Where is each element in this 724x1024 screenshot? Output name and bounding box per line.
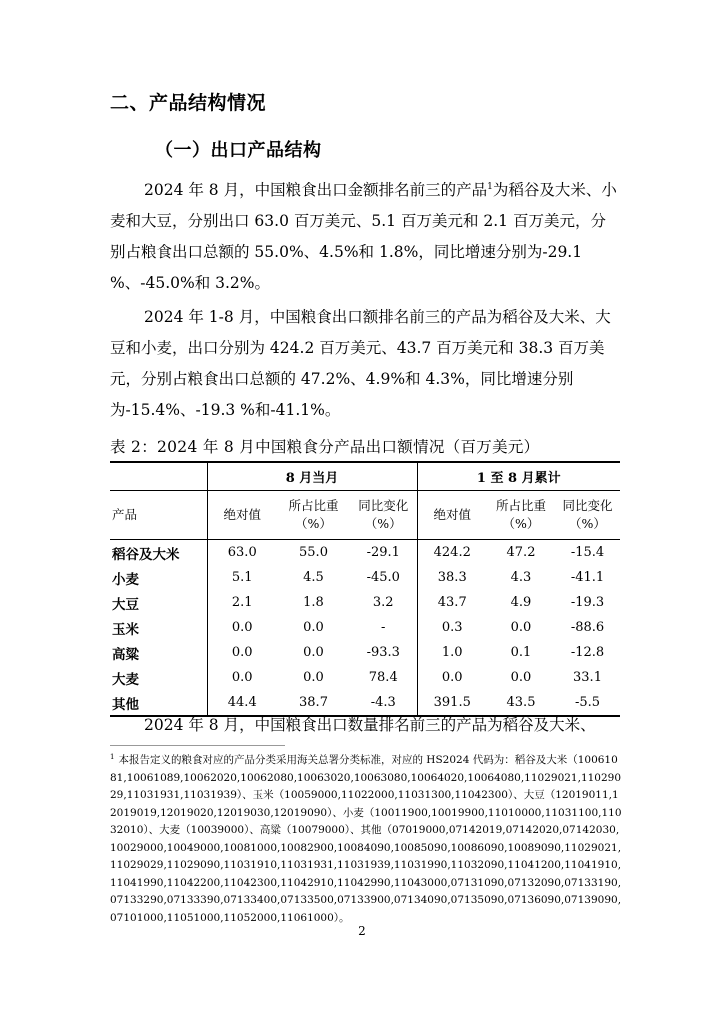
col-month-yoy-l1: 同比变化 <box>358 498 409 513</box>
paragraph-3-text: 2024 年 8 月，中国粮食出口数量排名前三的产品为稻谷及大米、 <box>144 716 596 734</box>
col-cum-abs: 绝对值 <box>417 491 487 540</box>
cell-month-abs: 63.0 <box>207 540 277 566</box>
cell-month-abs: 0.0 <box>207 640 277 665</box>
cell-cum-abs: 0.0 <box>417 665 487 690</box>
cell-cum-yoy: -41.1 <box>570 570 605 585</box>
col-product: 产品 <box>110 491 207 540</box>
table-row <box>110 565 620 590</box>
paragraph-2-text: 2024 年 1-8 月，中国粮食出口额排名前三的产品为稻谷及大米、大豆和小麦，出口分别为 424.2 百万美元、43.7 百万美元和 38.3 百万美元，分别占粮食出口总额的 47.2%、4.9%和 4.3%，同比增速分别为-15.4%、-19.3 %和-41.1%。 <box>110 308 611 419</box>
cell-month-abs: 44.4 <box>207 690 277 716</box>
cell-month-share: 4.5 <box>303 570 324 585</box>
paragraph-2 <box>110 302 620 426</box>
cell-cum-yoy: -15.4 <box>570 545 605 560</box>
cell-cum-abs: 38.3 <box>417 565 487 590</box>
table-row <box>110 640 620 665</box>
col-month-share-l1: 所占比重 <box>288 498 339 513</box>
table-row <box>110 615 620 640</box>
cell-cum-abs: 1.0 <box>417 640 487 665</box>
table-column-header <box>110 491 620 540</box>
cell-cum-yoy: 33.1 <box>573 670 602 685</box>
cell-month-abs: 2.1 <box>207 590 277 615</box>
paragraph-3 <box>110 710 620 741</box>
footnote <box>110 752 622 927</box>
cell-product: 其他 <box>110 690 207 716</box>
table-caption: 表 2：2024 年 8 月中国粮食分产品出口额情况（百万美元） <box>110 438 540 456</box>
table-row <box>110 590 620 615</box>
col-month-abs: 绝对值 <box>207 491 277 540</box>
cell-cum-yoy: -5.5 <box>555 690 620 716</box>
group-month: 8 月当月 <box>207 462 417 491</box>
cell-month-share: 55.0 <box>299 545 328 560</box>
cell-cum-share: 4.3 <box>510 570 532 585</box>
group-cumulative: 1 至 8 月累计 <box>417 462 620 491</box>
cell-month-abs: 0.0 <box>207 615 277 640</box>
group-header-empty <box>110 462 207 491</box>
cell-month-yoy: -93.3 <box>366 645 400 660</box>
cell-product: 玉米 <box>112 621 139 638</box>
cell-cum-share: 0.1 <box>510 645 532 660</box>
cell-cum-share: 47.2 <box>506 545 536 560</box>
cell-cum-share: 43.5 <box>487 690 555 716</box>
cell-month-share: 38.7 <box>277 690 350 716</box>
cell-product: 小麦 <box>112 571 139 588</box>
cell-cum-abs: 391.5 <box>417 690 487 716</box>
cell-product: 大豆 <box>112 596 139 613</box>
cell-month-yoy: 3.2 <box>372 595 394 610</box>
cell-cum-share: 0.0 <box>510 620 532 635</box>
col-cum-share <box>487 491 555 540</box>
cell-month-abs: 5.1 <box>207 565 277 590</box>
page-number: 2 <box>358 924 366 938</box>
cell-month-yoy: - <box>381 620 386 635</box>
table-row <box>110 540 620 566</box>
cell-cum-abs: 43.7 <box>417 590 487 615</box>
col-cum-share-l1: 所占比重 <box>495 498 546 513</box>
col-cum-yoy-l1: 同比变化 <box>562 498 613 513</box>
col-month-yoy <box>350 491 417 540</box>
cell-month-yoy: -45.0 <box>366 570 400 585</box>
table-group-header <box>110 462 620 491</box>
paragraph-1 <box>110 175 620 299</box>
cell-cum-share: 0.0 <box>510 670 532 685</box>
cell-month-yoy: 78.4 <box>368 670 398 685</box>
col-cum-yoy <box>555 491 620 540</box>
export-table <box>110 461 620 717</box>
subsection-title: （一）出口产品结构 <box>155 140 322 161</box>
footnote-divider <box>110 745 285 746</box>
cell-month-yoy: -4.3 <box>350 690 417 716</box>
cell-product: 大麦 <box>112 671 139 688</box>
paragraph-1-text-a: 2024 年 8 月，中国粮食出口金额排名前三的产品 <box>144 181 488 199</box>
col-cum-yoy-l2: （%） <box>569 516 606 531</box>
col-month-share <box>277 491 350 540</box>
cell-month-share: 1.8 <box>303 595 324 610</box>
footnote-reference[interactable]: 1 <box>487 181 493 192</box>
cell-month-share: 0.0 <box>303 620 324 635</box>
col-cum-share-l2: （%） <box>502 516 540 531</box>
cell-cum-yoy: -88.6 <box>570 620 605 635</box>
cell-month-abs: 0.0 <box>207 665 277 690</box>
col-month-share-l2: （%） <box>295 516 332 531</box>
table-row <box>110 665 620 690</box>
cell-month-yoy: -29.1 <box>366 545 400 560</box>
cell-product: 稻谷及大米 <box>112 546 180 563</box>
cell-product: 高粱 <box>112 646 139 663</box>
cell-month-share: 0.0 <box>303 670 324 685</box>
footnote-mark: 1 <box>110 752 115 761</box>
cell-cum-yoy: -12.8 <box>570 645 605 660</box>
section-title: 二、产品结构情况 <box>110 92 267 114</box>
footnote-text: 本报告定义的粮食对应的产品分类采用海关总署分类标准，对应的 HS2024 代码为：稻谷及大米（10061081,10061089,10062020,10062080,10063020,10063080,10064020,10064080,11029021,11029029,11031931,11031939）、玉米（10059000,11022000,11031300,11042300）、大豆（12019011,12019019,12019020,12019030,12019090）、小麦（10011900,10019900,11010000,11031100,11032010）、大麦（10039000）、高粱（10079000）、其他（07019000,07142019,07142020,07142030,10029000,10049000,10081000,10082900,10084090,10085090,10086090,10089090,11029021,11029029,11029090,11031910,11031931,11031939,11031990,11032090,11041200,11041910,11041990,11042200,11042300,11042910,11042990,11043000,07131090,07132090,07133190,07133290,07133390,07133400,07133500,07133900,07134090,07135090,07136090,07139090,07101000,11051000,11052000,11061000）。 <box>110 754 622 924</box>
col-month-yoy-l2: （%） <box>364 516 402 531</box>
cell-cum-yoy: -19.3 <box>570 595 605 610</box>
cell-month-share: 0.0 <box>303 645 324 660</box>
paragraph-1-text-b: 为稻谷及大米、小麦和大豆，分别出口 63.0 百万美元、5.1 百万美元和 2.1 百万美元，分别占粮食出口总额的 55.0%、4.5%和 1.8%，同比增速分别为-29.1 %、-45.0%和 3.2%。 <box>110 181 617 292</box>
cell-cum-share: 4.9 <box>510 595 532 610</box>
cell-cum-abs: 0.3 <box>417 615 487 640</box>
cell-cum-abs: 424.2 <box>417 540 487 566</box>
